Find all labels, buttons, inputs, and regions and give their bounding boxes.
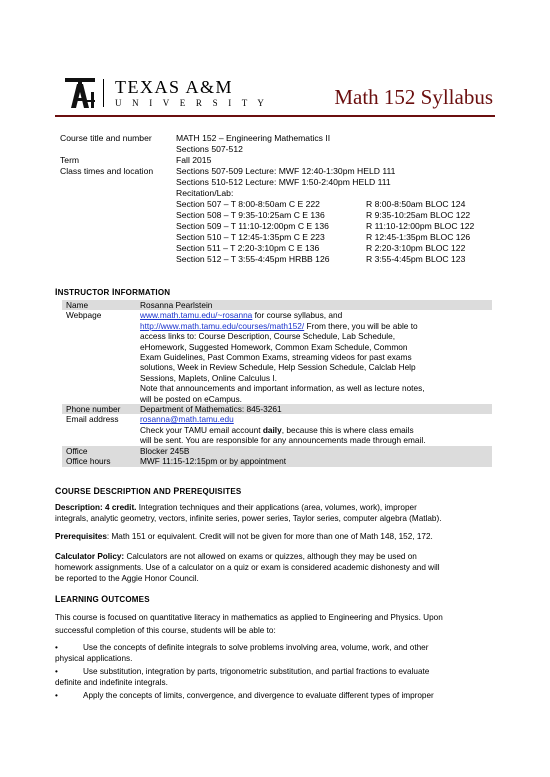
webpage-label: Webpage (66, 310, 102, 321)
atm-logo-icon (65, 78, 95, 110)
name-label: Name (66, 300, 89, 310)
term-label: Term (60, 155, 80, 165)
recitation-label: Recitation/Lab: (176, 188, 234, 198)
schedule-tuesday: Section 508 – T 9:35-10:25am C E 136 (176, 210, 325, 220)
term-value: Fall 2015 (176, 155, 212, 165)
schedule-thursday: R 9:35-10:25am BLOC 122 (366, 210, 471, 220)
schedule-row (60, 210, 474, 221)
schedule-row (60, 254, 474, 265)
recitation-row (60, 188, 474, 199)
office-hours-row (62, 456, 492, 466)
outcome-item: • Apply the concepts of limits, convergence, and divergence to evaluate different types of improper (55, 691, 434, 700)
document-header (55, 75, 495, 117)
bullet-icon: • (55, 667, 58, 676)
webpage-line: Exam Guidelines, Past Common Exams, streaming videos for past exams (140, 352, 412, 363)
logo-divider (103, 79, 104, 107)
webpage-link[interactable]: www.math.tamu.edu/~rosanna (140, 310, 253, 321)
schedule-thursday: R 3:55-4:45pm BLOC 123 (366, 254, 466, 264)
schedule-row (60, 243, 474, 254)
calculator-policy-paragraph: Calculator Policy: Calculators are not allowed on exams or quizzes, although they may be used on homework assignments. Use of a calculator on a quiz or exam is considered academic dishonesty and will be reported to the Aggie Honor Council. (55, 552, 440, 583)
university-subtitle: U N I V E R S I T Y (115, 98, 269, 108)
class-times-label: Class times and location (60, 166, 154, 176)
office-hours-value: MWF 11:15-12:15pm or by appointment (140, 456, 287, 467)
lecture-1: Sections 507-509 Lecture: MWF 12:40-1:30pm HELD 111 (176, 166, 396, 176)
course-value: MATH 152 – Engineering Mathematics II (176, 133, 331, 143)
schedule-tuesday: Section 511 – T 2:20-3:10pm C E 136 (176, 243, 320, 253)
name-value: Rosanna Pearlstein (140, 300, 213, 310)
schedule-row (60, 232, 474, 243)
schedule-tuesday: Section 507 – T 8:00-8:50am C E 222 (176, 199, 320, 209)
schedule-row (60, 199, 474, 210)
outcome-item: • Use the concepts of definite integrals to solve problems involving area, volume, work, and other physical applications. (55, 643, 429, 663)
prerequisites-paragraph: Prerequisites: Math 151 or equivalent. Credit will not be given for more than one of Math 148, 152, 172. (55, 532, 433, 541)
course-row (60, 133, 474, 144)
sections-row (60, 144, 474, 155)
bullet-icon: • (55, 643, 58, 652)
class-times-row (60, 166, 474, 177)
course-page-link[interactable]: http://www.math.tamu.edu/courses/math152/ (140, 320, 305, 331)
webpage-line: access links to: Course Description, Course Schedule, Lab Schedule, (140, 331, 396, 342)
course-label: Course title and number (60, 133, 152, 143)
office-hours-label: Office hours (66, 456, 111, 467)
term-row (60, 155, 474, 166)
description-paragraph: Description: 4 credit. Integration techniques and their applications (area, volumes, work), improper integrals, analytic geometry, vectors, infinite series, power series, Taylor series, computer algebra (Matlab). (55, 503, 442, 523)
instructor-heading: INSTRUCTOR INFORMATION (55, 287, 171, 297)
schedule-row (60, 221, 474, 232)
outcomes-intro: This course is focused on quantitative literacy in mathematics as applied to Engineering and Physics. Upon successful completion of this course, students will be able to: (55, 613, 443, 635)
phone-value: Department of Mathematics: 845-3261 (140, 404, 282, 415)
header-rule (55, 115, 495, 117)
schedule-thursday: R 8:00-8:50am BLOC 124 (366, 199, 466, 209)
name-row (62, 300, 492, 310)
outcome-item: • Use substitution, integration by parts, trigonometric substitution, and partial fractions to evaluate definite and indefinite integrals. (55, 667, 430, 687)
phone-row (62, 404, 492, 414)
schedule-thursday: R 2:20-3:10pm BLOC 122 (366, 243, 466, 253)
instructor-table (62, 300, 492, 467)
webpage-line: eHomework, Suggested Homework, Common Exam Schedule, Common (140, 341, 408, 352)
university-wordmark: TEXAS A&M (115, 77, 234, 97)
webpage-line: Note that announcements and important information, as well as lecture notes, (140, 383, 425, 394)
email-link[interactable]: rosanna@math.tamu.edu (140, 414, 234, 425)
learning-outcomes-heading: LEARNING OUTCOMES (55, 594, 150, 604)
webpage-line: will be posted on eCampus. (140, 393, 242, 404)
email-label: Email address (66, 414, 119, 425)
office-row (62, 446, 492, 456)
webpage-line: solutions, Week in Review Schedule, Help Session Schedule, Calclab Help (140, 362, 416, 373)
email-row: Email address rosanna@math.tamu.edu Check your TAMU email account daily, because this is where class emails will be sent. You are responsible for any announcements made through email. (62, 414, 492, 445)
bullet-icon: • (55, 691, 58, 700)
webpage-row: Webpage www.math.tamu.edu/~rosanna for course syllabus, and http://www.math.tamu.edu/courses/math152/ From there, you will be able to access links to: Course Description, Course Schedule, Lab Schedule, eHomework, Suggested Homework, Common Exam Schedule, Common Exam Guidelines, Past Common Exams, streaming videos for past exams solutions, Week in Review Schedule, Help Session Schedule, Calclab Help Sessions, Maplets, Online Calculus I. Note that announcements and important information, as well as lecture notes, will be posted on eCampus. (62, 310, 492, 404)
webpage-line: Sessions, Maplets, Online Calculus I. (140, 372, 277, 383)
office-label: Office (66, 445, 88, 456)
office-value: Blocker 245B (140, 445, 190, 456)
phone-label: Phone number (66, 404, 121, 415)
schedule-thursday: R 12:45-1:35pm BLOC 126 (366, 232, 471, 242)
course-info-table (60, 133, 474, 265)
schedule-tuesday: Section 510 – T 12:45-1:35pm C E 223 (176, 232, 325, 242)
schedule-tuesday: Section 509 – T 11:10-12:00pm C E 136 (176, 221, 329, 231)
course-description-heading: COURSE DESCRIPTION AND PREREQUISITES (55, 486, 242, 496)
lecture-2-row (60, 177, 474, 188)
sections-value: Sections 507-512 (176, 144, 243, 154)
schedule-thursday: R 11:10-12:00pm BLOC 122 (366, 221, 475, 231)
lecture-2: Sections 510-512 Lecture: MWF 1:50-2:40pm HELD 111 (176, 177, 391, 187)
schedule-tuesday: Section 512 – T 3:55-4:45pm HRBB 126 (176, 254, 330, 264)
document-title: Math 152 Syllabus (334, 85, 493, 109)
